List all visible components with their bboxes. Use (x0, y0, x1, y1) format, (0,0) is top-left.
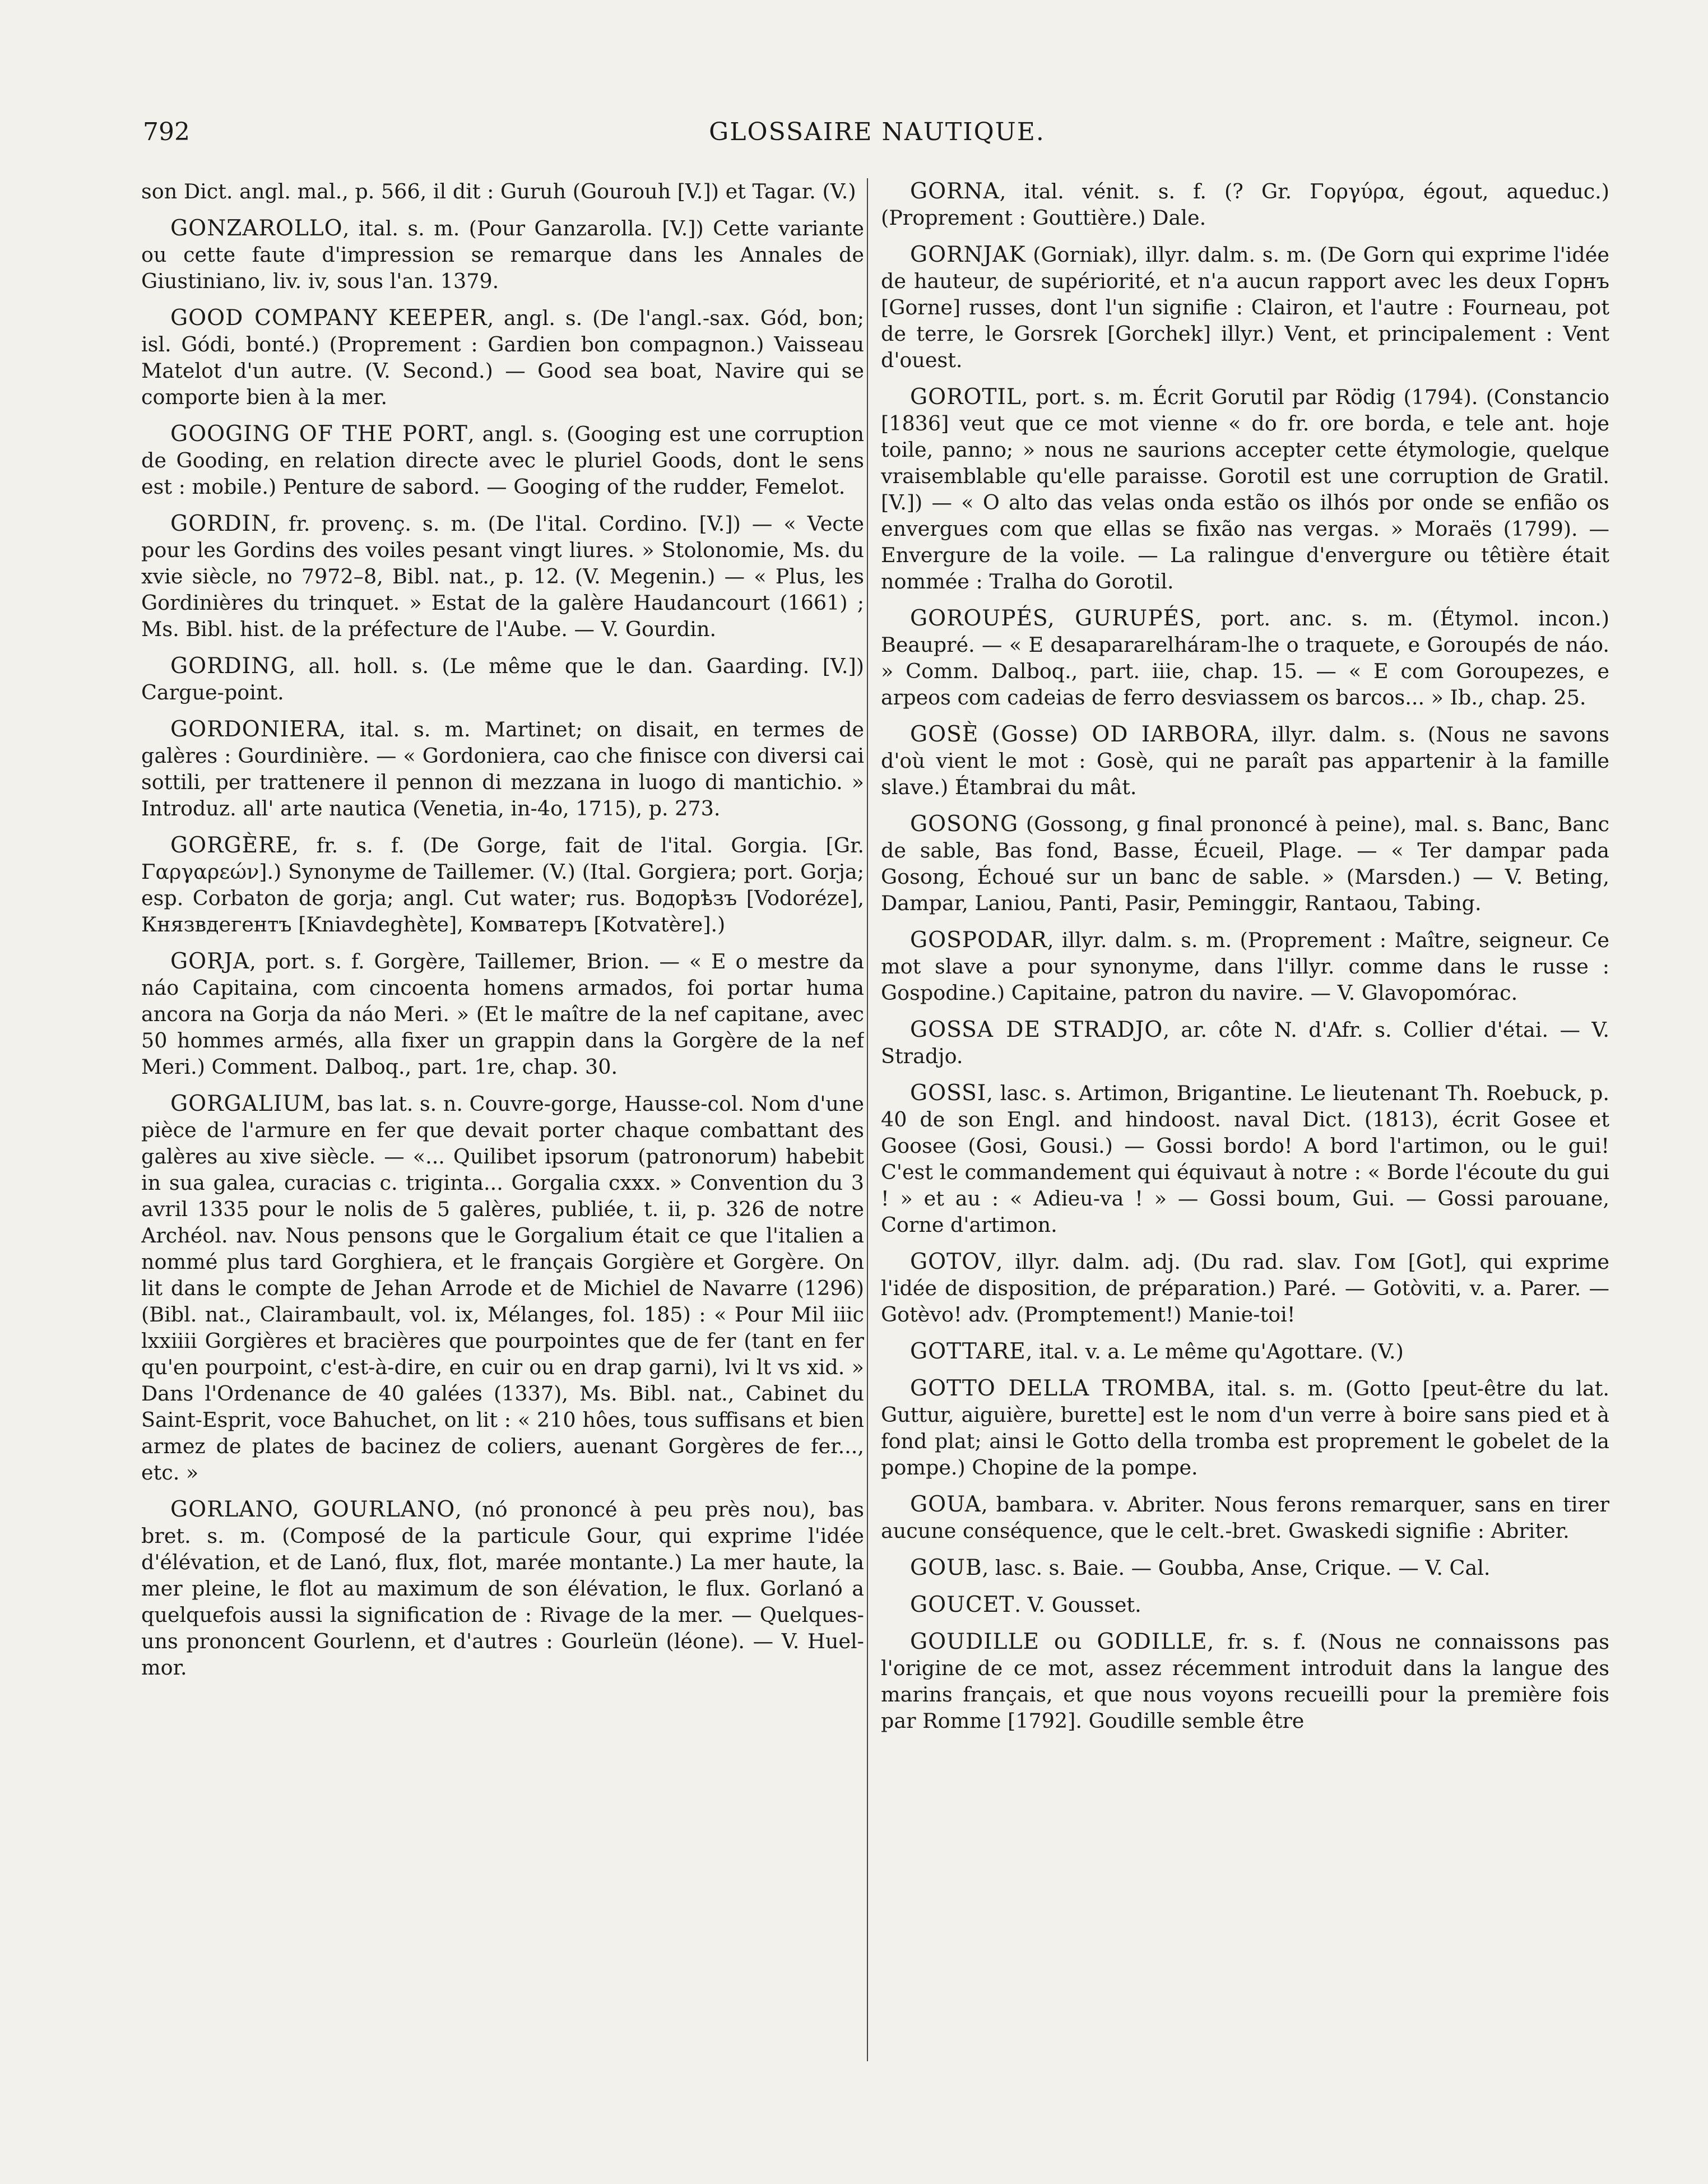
entry (881, 1375, 1609, 1481)
headword: GORDING (170, 653, 289, 679)
entry (141, 178, 864, 205)
definition: , illyr. dalm. s. m. (Proprement : Maître, seigneur. Ce mot slave a pour synonyme, dans l'illyr. comme dans le russe : Gospodine.) Capitaine, patron du navire. — V. Glavopomórac. (881, 928, 1609, 1005)
definition: , ital. s. m. Martinet; on disait, en termes de galères : Gourdinière. — « Gordoniera, cao che finisce con diversi cai sottili, per trattenere il pennon di mezzana in luogo di mantichio. » Introduz. all' arte nautica (Venetia, in-4o, 1715), p. 273. (141, 717, 864, 820)
definition: , port. s. m. Écrit Gorutil par Rödig (1794). (Constancio [1836] veut que ce mot vienne « do fr. ore borda, e tele ant. hoje toile, panno; » nous ne saurions accepter cette étymologie, quelque vraisemblable qu'elle paraisse. Gorotil est une corruption de Gratil. [V.]) — « O alto das velas onda estão os ilhós por onde se enfião os envergues com que ellas se fixão nas vergas. » Moraës (1799). — Envergure de la voile. — La ralingue d'envergure ou têtière était nommée : Tralha do Gorotil. (881, 385, 1609, 593)
definition: (Gossong, g final prononcé à peine), mal. s. Banc, Banc de sable, Bas fond, Basse, Écueil, Plage. — « Ter dampar pada Gosong, Échoué sur un banc de sable. » (Marsden.) — V. Beting, Dampar, Laniou, Panti, Pasir, Peminggir, Rantaou, Tabing. (881, 812, 1609, 915)
definition: , lasc. s. Artimon, Brigantine. Le lieutenant Th. Roebuck, p. 40 de son Engl. and hindoost. naval Dict. (1813), écrit Gosee et Goosee (Gosi, Gousi.) — Gossi bordo! A bord l'artimon, ou le gui! C'est le commandement qui équivaut à notre : « Borde l'écoute du gui ! » et au : « Adieu-va ! » — Gossi boum, Gui. — Gossi parouane, Corne d'artimon. (881, 1081, 1609, 1237)
headword: GORNA (910, 179, 1000, 204)
headword: GOTTO DELLA TROMBA (910, 1376, 1209, 1401)
definition: son Dict. angl. mal., p. 566, il dit : Guruh (Gourouh [V.]) et Tagar. (V.) (141, 179, 856, 203)
page-header (143, 118, 1611, 151)
entry (141, 653, 864, 706)
definition: (Gorniak), illyr. dalm. s. m. (De Gorn qui exprime l'idée de hauteur, de supériorité, et n'a aucun rapport avec les deux Горнъ [Gorne] russes, dont l'un signifie : Clairon, et l'autre : Fourneau, pot de terre, le Gorsrek [Gorchek] illyr.) Vent, et principalement : Vent d'ouest. (881, 243, 1609, 372)
entry (141, 511, 864, 642)
entry (881, 1555, 1609, 1581)
entry (881, 1491, 1609, 1544)
right-column (881, 178, 1609, 2084)
definition: , fr. s. f. (Nous ne connaissons pas l'origine de ce mot, assez récemment introduit dans la langue des marins français, et que nous voyons recueilli pour la première fois par Romme [1792]. Goudille semble être (881, 1630, 1609, 1733)
entry (881, 721, 1609, 800)
definition: , ital. v. a. Le même qu'Agottare. (V.) (1025, 1339, 1404, 1364)
entry (881, 242, 1609, 373)
definition: , port. s. f. Gorgère, Taillemer, Brion. — « E o mestre da náo Capitaina, com cincoenta homens armados, foi portar huma ancora na Gorja da náo Meri. » (Et le maître de la nef capitane, avec 50 hommes armés, alla fixer un grappin dans la Gorgère de la nef Meri.) Comment. Dalboq., part. 1re, chap. 30. (141, 949, 864, 1079)
column-divider (867, 178, 868, 2061)
headword: GOOGING OF THE PORT (170, 421, 468, 447)
definition: , all. holl. s. (Le même que le dan. Gaarding. [V.]) Cargue-point. (141, 654, 864, 704)
headword: GORDIN (170, 511, 271, 536)
entry (881, 1080, 1609, 1238)
entry (881, 605, 1609, 711)
headword: GOUB (910, 1555, 982, 1580)
entry (881, 178, 1609, 231)
definition: , ital. vénit. s. f. (? Gr. Γοργύρα, égout, aqueduc.) (Proprement : Gouttière.) Dale. (881, 179, 1609, 230)
definition: , illyr. dalm. s. (Nous ne savons d'où vient le mot : Gosè, qui ne paraît pas appartenir à la famille slave.) Étambrai du mât. (881, 722, 1609, 799)
headword: GOSÈ (Gosse) OD IARBORA (910, 722, 1253, 747)
entry (881, 1249, 1609, 1328)
entry (881, 1017, 1609, 1069)
headword: GORNJAK (910, 242, 1026, 267)
running-title: GLOSSAIRE NAUTIQUE. (709, 118, 1045, 146)
headword: GORDONIERA (170, 717, 340, 742)
definition: , ital. s. m. (Pour Ganzarolla. [V.]) Cette variante ou cette faute d'impression se remarque dans les Annales de Giustiniano, liv. iv, sous l'an. 1379. (141, 216, 864, 293)
definition: , fr. s. f. (De Gorge, fait de l'ital. Gorgia. [Gr. Γαργαρεών].) Synonyme de Taillemer. (V.) (Ital. Gorgiera; port. Gorja; esp. Corbaton de gorja; angl. Cut water; rus. Водорѣзъ [Vodoréze], Князвдегентъ [Kniavdeghète], Комватеръ [Kotvatère].) (141, 833, 864, 936)
definition: , ital. s. m. (Gotto [peut-être du lat. Guttur, aiguière, burette] est le nom d'un verre à boire sans pied et à fond plat; ainsi le Gotto della tromba est proprement le gobelet de la pompe.) Chopine de la pompe. (881, 1376, 1609, 1480)
page-number: 792 (143, 118, 190, 146)
entry (141, 215, 864, 294)
entry (881, 1592, 1609, 1618)
entry (881, 811, 1609, 916)
headword: GOUA (910, 1492, 981, 1517)
entry (881, 1338, 1609, 1365)
headword: GOROUPÉS, GURUPÉS (910, 606, 1195, 631)
entry (141, 305, 864, 410)
entry (141, 832, 864, 938)
definition: , bambara. v. Abriter. Nous ferons remarquer, sans en tirer aucune conséquence, que le celt.-bret. Gwaskedi signifie : Abriter. (881, 1492, 1609, 1543)
entry (881, 927, 1609, 1006)
headword: GOUDILLE ou GODILLE (910, 1629, 1208, 1654)
entry (141, 948, 864, 1080)
headword: GOSONG (910, 812, 1019, 837)
headword: GOROTIL (910, 384, 1022, 410)
left-column (141, 178, 864, 2084)
definition: , ar. côte N. d'Afr. s. Collier d'étai. — V. Stradjo. (881, 1018, 1609, 1068)
headword: GOOD COMPANY KEEPER (170, 305, 488, 331)
headword: GONZAROLLO (170, 216, 343, 241)
entry (881, 1629, 1609, 1734)
headword: GOTOV (910, 1249, 996, 1274)
entry (141, 1091, 864, 1486)
entry (141, 1496, 864, 1681)
headword: GOSSI (910, 1081, 987, 1106)
definition: , fr. provenç. s. m. (De l'ital. Cordino. [V.]) — « Vecte pour les Gordins des voiles pesant vingt liures. » Stolonomie, Ms. du xvie siècle, no 7972–8, Bibl. nat., p. 12. (V. Megenin.) — « Plus, les Gordinières du trinquet. » Estat de la galère Haudancourt (1661) ; Ms. Bibl. hist. de la préfecture de l'Aube. — V. Gourdin. (141, 512, 864, 641)
entry (881, 384, 1609, 595)
definition: , port. anc. s. m. (Étymol. incon.) Beaupré. — « E desapararelháram-lhe o traquete, e Goroupés de náo. » Comm. Dalboq., part. iiie, chap. 15. — « E com Goroupezes, e arpeos com cadeias de ferro desviassem os barcos... » Ib., chap. 25. (881, 606, 1609, 710)
headword: GOSSA DE STRADJO (910, 1017, 1163, 1042)
entry (141, 716, 864, 822)
headword: GORGALIUM (170, 1091, 324, 1116)
definition: . V. Gousset. (1014, 1593, 1141, 1617)
headword: GOSPODAR (910, 928, 1047, 953)
entry (141, 421, 864, 500)
definition: , illyr. dalm. adj. (Du rad. slav. Гом [Got], qui exprime l'idée de disposition, de préparation.) Paré. — Gotòviti, v. a. Parer. — Gotèvo! adv. (Promptement!) Manie-toi! (881, 1250, 1609, 1327)
definition: , angl. s. (De l'angl.-sax. Gód, bon; isl. Gódi, bonté.) (Proprement : Gardien bon compagnon.) Vaisseau Matelot d'un autre. (V. Second.) — Good sea boat, Navire qui se comporte bien à la mer. (141, 306, 864, 409)
definition: , bas lat. s. n. Couvre-gorge, Hausse-col. Nom d'une pièce de l'armure en fer que devait porter chaque combattant des galères au xive siècle. — «... Quilibet ipsorum (patronorum) habebit in sua galea, curacias c. triginta... Gorgalia cxxx. » Convention du 3 avril 1335 pour le nolis de 5 galères, publiée, t. ii, p. 326 de notre Archéol. nav. Nous pensons que le Gorgalium était ce que l'italien a nommé plus tard Gorghiera, et le français Gorgière et Gorgère. On lit dans le compte de Jehan Arrode et de Michiel de Navarre (1296) (Bibl. nat., Clairambault, vol. ix, Mélanges, fol. 185) : « Pour Mil iiic lxxiiii Gorgières et bracières que pourpointes que de fer (tant en fer qu'en pourpoint, c'est-à-dire, en cuir ou en drap garni), lvi lt vs xid. » Dans l'Ordenance de 40 galées (1337), Ms. Bibl. nat., Cabinet du Saint-Esprit, voce Bahuchet, on lit : « 210 hôes, tous suffisans et bien armez de plates de bacinez de coliers, auenant Gorgères de fer..., etc. » (141, 1092, 864, 1485)
definition: , angl. s. (Googing est une corruption de Gooding, en relation directe avec le pluriel Goods, dont le sens est : mobile.) Penture de sabord. — Googing of the rudder, Femelot. (141, 422, 864, 499)
definition: , (nó prononcé à peu près nou), bas bret. s. m. (Composé de la particule Gour, qui exprime l'idée d'élévation, et de Lanó, flux, flot, marée montante.) La mer haute, la mer pleine, le flot au maximum de son élévation, le flux. Gorlanó a quelquefois aussi la signification de : Rivage de la mer. — Quelques-uns prononcent Gourlenn, et d'autres : Gourleün (léone). — V. Huel-mor. (141, 1497, 864, 1680)
headword: GOUCET (910, 1592, 1015, 1617)
headword: GOTTARE (910, 1339, 1026, 1364)
headword: GORLANO, GOURLANO (170, 1497, 456, 1522)
headword: GORJA (170, 949, 250, 974)
definition: , lasc. s. Baie. — Goubba, Anse, Crique. — V. Cal. (982, 1556, 1491, 1580)
headword: GORGÈRE (170, 833, 292, 858)
